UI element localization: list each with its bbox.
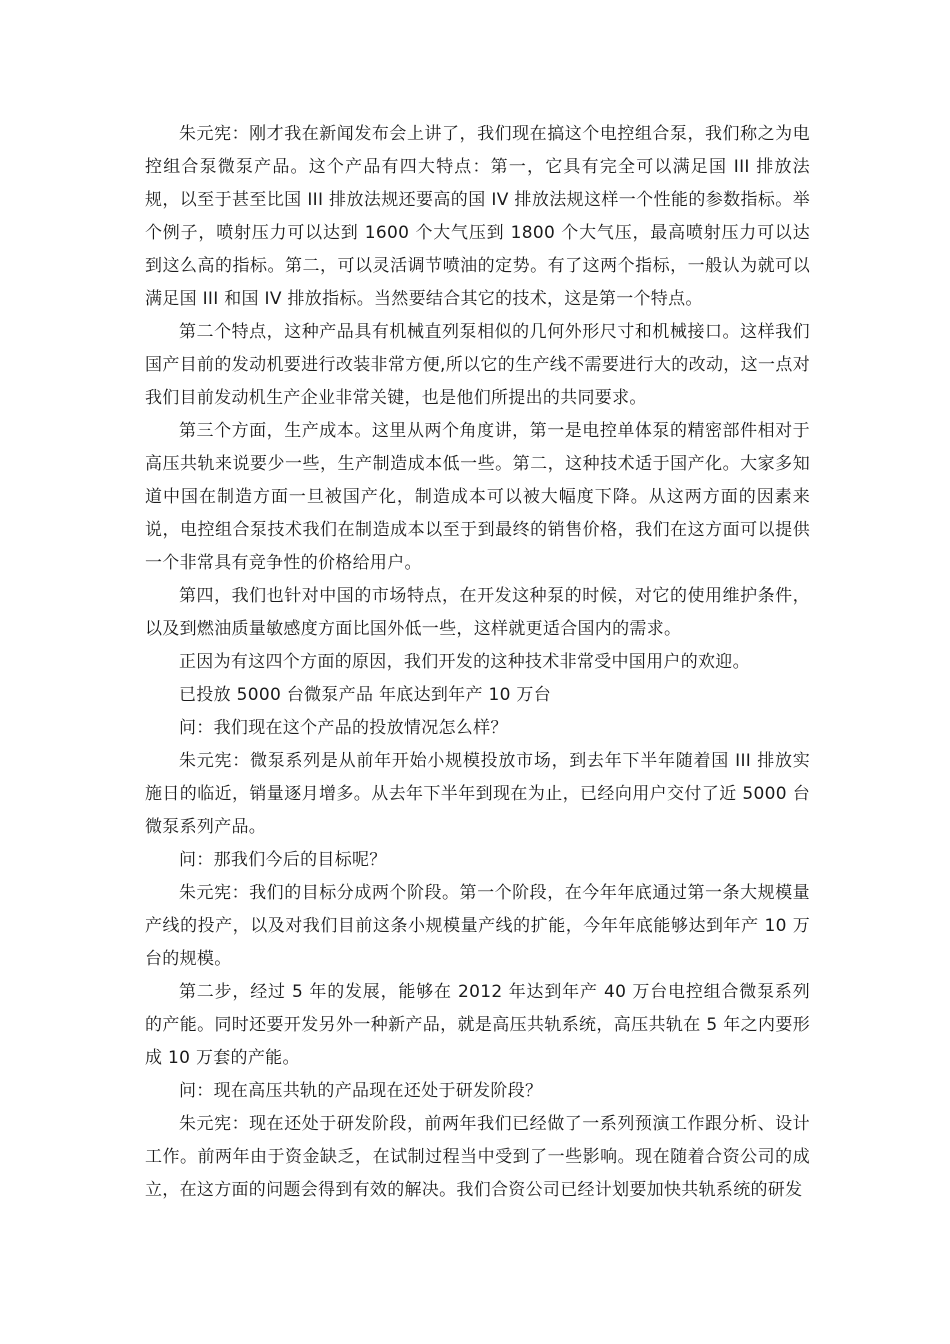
section-heading: 已投放 5000 台微泵产品 年底达到年产 10 万台: [179, 685, 552, 705]
paragraph: 第二个特点，这种产品具有机械直列泵相似的几何外形尺寸和机械接口。这样我们国产目前的发动机要进行改装非常方便,所以它的生产线不需要进行大的改动，这一点对我们目前发动机生产企业非常关键，也是他们所提出的共同要求。: [145, 322, 810, 408]
paragraph: 第四，我们也针对中国的市场特点，在开发这种泵的时候，对它的使用维护条件，以及到燃油质量敏感度方面比国外低一些，这样就更适合国内的需求。: [145, 586, 810, 639]
answer: 朱元宪：我们的目标分成两个阶段。第一个阶段，在今年年底通过第一条大规模量产线的投产，以及对我们目前这条小规模量产线的扩能，今年年底能够达到年产 10 万台的规模。: [145, 883, 810, 969]
paragraph: 正因为有这四个方面的原因，我们开发的这种技术非常受中国用户的欢迎。: [179, 652, 750, 672]
answer: 朱元宪：微泵系列是从前年开始小规模投放市场，到去年下半年随着国 III 排放实施日的临近，销量逐月增多。从去年下半年到现在为止，已经向用户交付了近 5000 台微泵系列产品。: [145, 751, 810, 837]
question: 问：那我们今后的目标呢？: [179, 850, 387, 870]
question: 问：现在高压共轨的产品现在还处于研发阶段？: [179, 1081, 543, 1101]
document-body: [145, 118, 810, 1207]
question: 问：我们现在这个产品的投放情况怎么样？: [179, 718, 508, 738]
paragraph: 朱元宪：刚才我在新闻发布会上讲了，我们现在搞这个电控组合泵，我们称之为电控组合泵微泵产品。这个产品有四大特点：第一，它具有完全可以满足国 III 排放法规，以至于甚至比国 III 排放法规还要高的国 IV 排放法规这样一个性能的参数指标。举个例子，喷射压力可以达到 1600 个大气压到 1800 个大气压，最高喷射压力可以达到这么高的指标。第二，可以灵活调节喷油的定势。有了这两个指标，一般认为就可以满足国 III 和国 IV 排放指标。当然要结合其它的技术，这是第一个特点。: [145, 124, 810, 309]
answer: 朱元宪：现在还处于研发阶段，前两年我们已经做了一系列预演工作跟分析、设计工作。前两年由于资金缺乏，在试制过程当中受到了一些影响。现在随着合资公司的成立，在这方面的问题会得到有效的解决。我们合资公司已经计划要加快共轨系统的研发: [145, 1114, 810, 1200]
paragraph: 第三个方面，生产成本。这里从两个角度讲，第一是电控单体泵的精密部件相对于高压共轨来说要少一些，生产制造成本低一些。第二，这种技术适于国产化。大家多知道中国在制造方面一旦被国产化，制造成本可以被大幅度下降。从这两方面的因素来说，电控组合泵技术我们在制造成本以至于到最终的销售价格，我们在这方面可以提供一个非常具有竞争性的价格给用户。: [145, 421, 810, 573]
paragraph: 第二步，经过 5 年的发展，能够在 2012 年达到年产 40 万台电控组合微泵系列的产能。同时还要开发另外一种新产品，就是高压共轨系统，高压共轨在 5 年之内要形成 10 万套的产能。: [145, 982, 810, 1068]
